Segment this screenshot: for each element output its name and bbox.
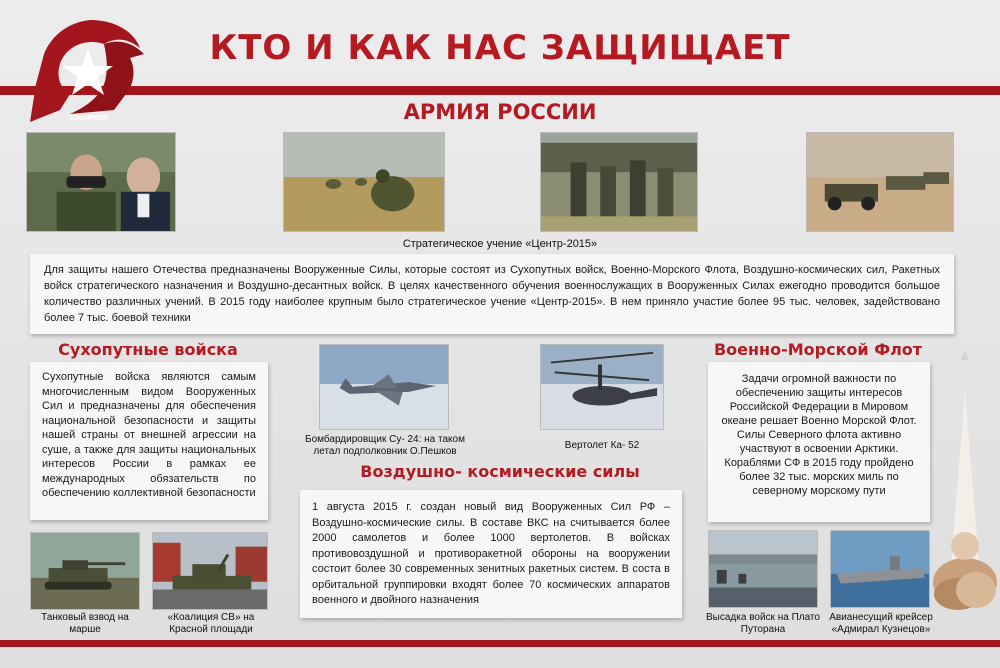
navy-text-2: Силы Северного флота активно участвуют в освоении Арктики. Кораблями СФ в 2015 году пройдено более 32 тыс. морских миль по северному морскому пути bbox=[724, 429, 914, 497]
logo-text: ЮНАРМИЯ bbox=[70, 115, 108, 122]
tank-platoon-photo bbox=[30, 532, 140, 610]
vehicles-desert-photo bbox=[806, 132, 954, 232]
kuznetsov-caption: Авианесущий крейсер «Адмирал Кузнецов» bbox=[829, 612, 933, 635]
officials-binoculars-photo bbox=[26, 132, 176, 232]
rocket-launch-image bbox=[930, 350, 1000, 610]
koalitsia-sv-photo bbox=[152, 532, 268, 610]
navy-textbox bbox=[708, 362, 930, 522]
intro-textbox bbox=[30, 254, 954, 334]
tank-platoon-caption: Танковый взвод на марше bbox=[41, 612, 129, 635]
su24-photo bbox=[319, 344, 449, 430]
ka52-caption: Вертолет Ка- 52 bbox=[564, 440, 640, 451]
ground-forces-textbox bbox=[30, 362, 268, 520]
ka52-photo bbox=[540, 344, 664, 430]
aerospace-forces-text: 1 августа 2015 г. создан новый вид Вооруженных Сил РФ – Воздушно-космические силы. В составе ВКС на считывается более 2000 самолетов и более 1000 вертолетов. В войсках противовоздушной и противоракетной обороны на вооружении состоит более 30 современных зенитных ракетных систем. В соста в орбитальной группировки входят более 70 космических аппаратов военного и двойного назначения bbox=[312, 501, 670, 606]
intro-text: Для защиты нашего Отечества предназначены Вооруженные Силы, которые состоят из Сухопутных войск, Военно-Морского Флота, Воздушно-космических сил, Ракетных войск стратегического назначения и Воздушно-десантных войск. В целях качественного обучения военнослужащих в Вооруженных Силах ежегодно проводится большое количество различных учений. В 2015 году наиболее крупным было стратегическое учение «Центр-2015». В нем приняло участие более 95 тыс. человек, задействовано более 7 тыс. боевой техники bbox=[44, 264, 940, 324]
top-band bbox=[0, 86, 1000, 95]
exercise-caption: Стратегическое учение «Центр-2015» bbox=[402, 238, 598, 250]
soldiers-group-photo bbox=[540, 132, 698, 232]
putorana-caption: Высадка войск на Плато Путорана bbox=[706, 612, 820, 635]
su24-caption: Бомбардировщик Су- 24: на таком летал подполковник О.Пешков bbox=[305, 434, 465, 457]
putorana-landing-photo bbox=[708, 530, 818, 608]
admiral-kuznetsov-photo bbox=[830, 530, 930, 608]
soldiers-field-photo bbox=[283, 132, 445, 232]
page-title: КТО И КАК НАС ЗАЩИЩАЕТ bbox=[209, 28, 791, 68]
aerospace-forces-textbox bbox=[300, 490, 682, 618]
koalitsia-sv-caption: «Коалиция СВ» на Красной площади bbox=[167, 612, 255, 635]
navy-text-1: Задачи огромной важности по обеспечению защиты интересов Российской Федерации в Мировом океане решает Военно Морской Флот. bbox=[721, 373, 917, 427]
ground-forces-text: Сухопутные войска являются самым многочисленным видом Вооруженных Сил и предназначены для обеспечения национальной безопасности и защиты нашей страны от внешней агрессии на суше, а также для защиты национальных интересов России в рамках ее международных обязательств по обеспечению коллективной безопасности bbox=[42, 371, 256, 499]
bottom-band bbox=[0, 640, 1000, 647]
page-subtitle: АРМИЯ РОССИИ bbox=[403, 100, 597, 124]
aerospace-forces-title: Воздушно- космические силы bbox=[360, 462, 640, 481]
yunarmia-logo bbox=[30, 14, 148, 124]
navy-title: Военно-Морской Флот bbox=[713, 340, 923, 359]
ground-forces-title: Сухопутные войска bbox=[58, 340, 238, 359]
